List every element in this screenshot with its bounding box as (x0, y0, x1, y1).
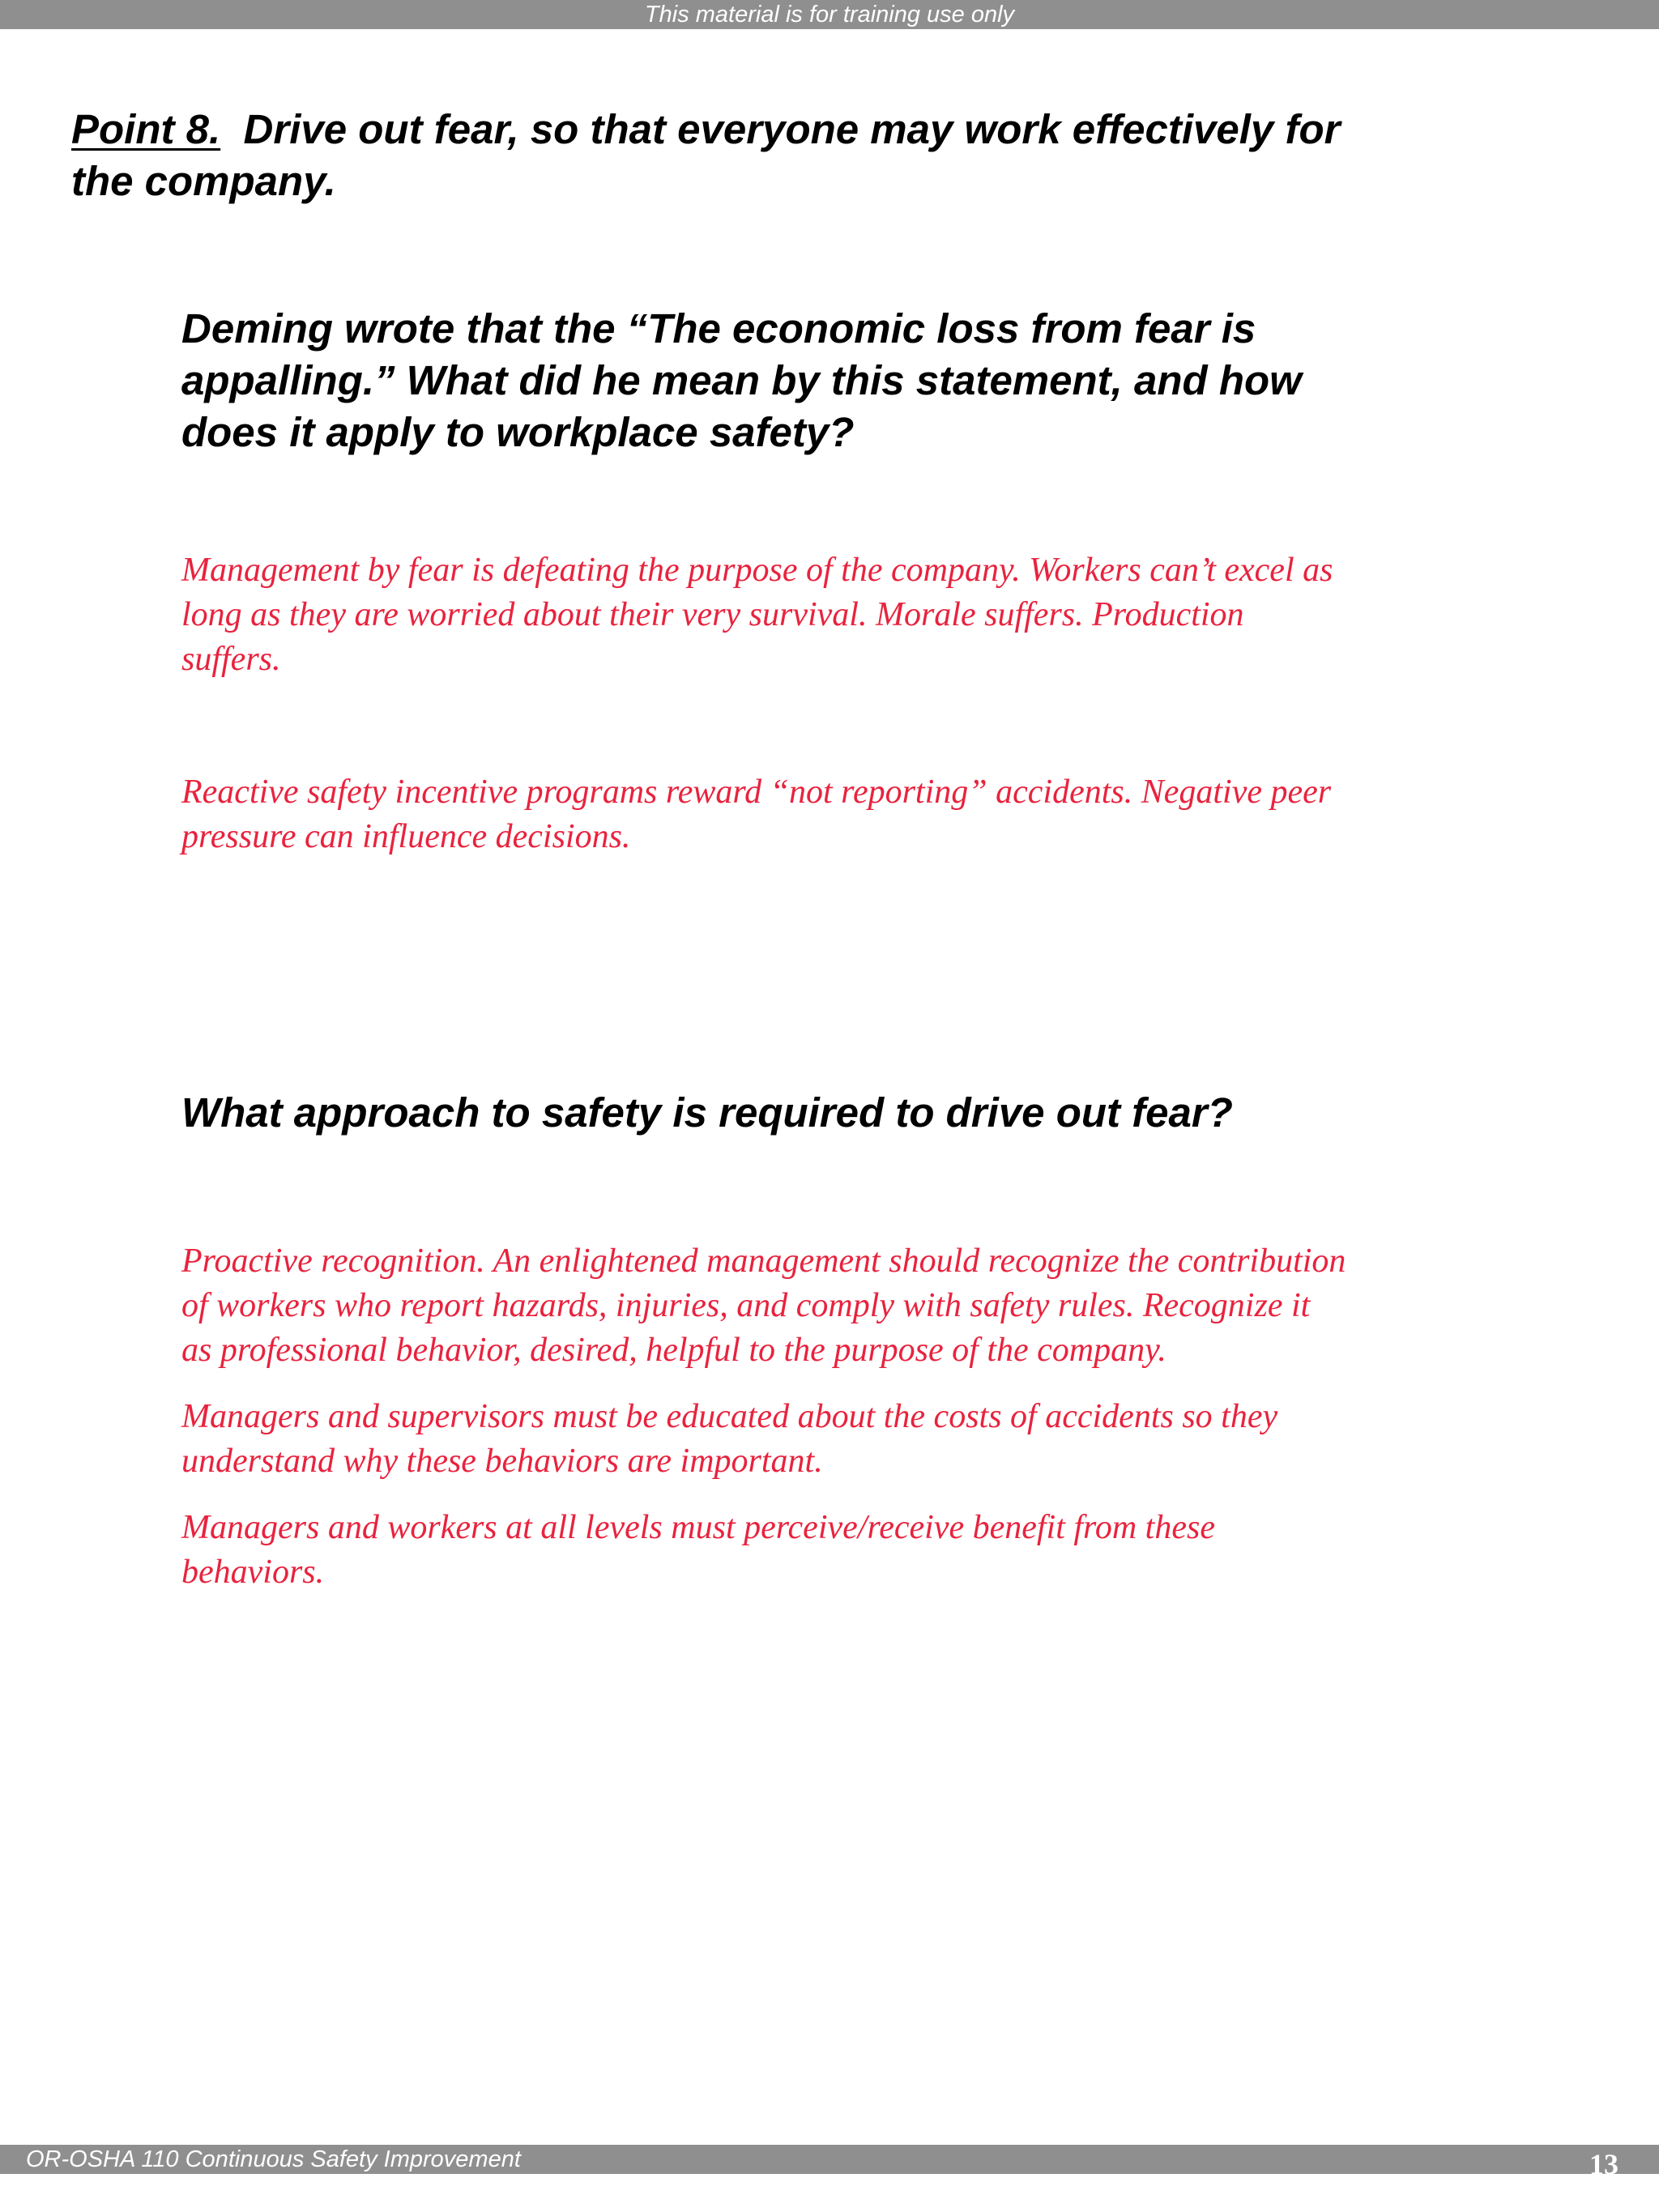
answer-block-2 (181, 770, 1348, 859)
header-banner: This material is for training use only (0, 0, 1659, 29)
answer-paragraph: Managers and workers at all levels must perceive/receive benefit from these behaviors. (181, 1509, 1215, 1591)
answer-block-1 (181, 548, 1348, 682)
point-title: Drive out fear, so that everyone may work effectively for the company. (71, 106, 1341, 204)
answer-paragraph: Reactive safety incentive programs reward “not reporting” accidents. Negative peer pressure can influence decisions. (181, 774, 1332, 855)
answer-paragraph: Proactive recognition. An enlightened management should recognize the contribution of workers who report hazards, injuries, and comply with safety rules. Recognize it as professional behavior, desired, helpful to the purpose of the company. (181, 1242, 1346, 1369)
question-1: Deming wrote that the “The economic loss from fear is appalling.” What did he mean by this statement, and how does it apply to workplace safety? (181, 305, 1302, 455)
question-2: What approach to safety is required to drive out fear? (181, 1089, 1233, 1136)
footer-title: OR-OSHA 110 Continuous Safety Improvement (26, 2146, 521, 2172)
answer-block-3 (181, 1239, 1348, 1595)
point-heading (71, 104, 1400, 207)
footer-banner (0, 2145, 1659, 2180)
page-number: 13 (1589, 2148, 1618, 2180)
answer-paragraph: Managers and supervisors must be educated about the costs of accidents so they understand why these behaviors are important. (181, 1398, 1278, 1480)
answer-paragraph: Management by fear is defeating the purpose of the company. Workers can’t excel as long as they are worried about their very survival. Morale suffers. Production suffers. (181, 552, 1333, 678)
point-label: Point 8. (71, 106, 221, 152)
